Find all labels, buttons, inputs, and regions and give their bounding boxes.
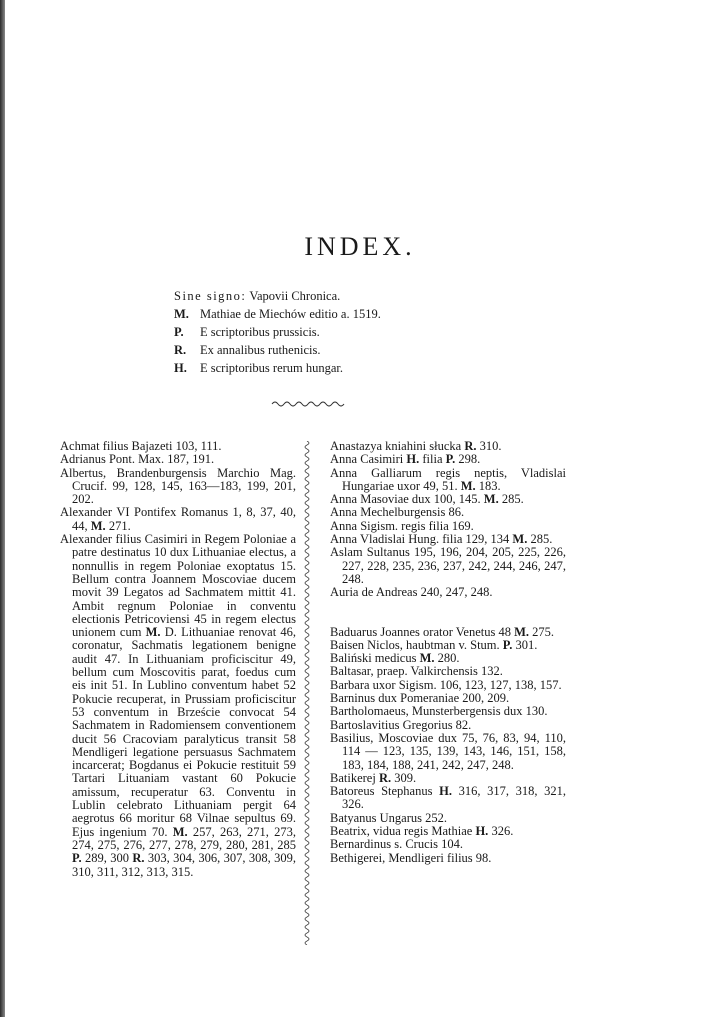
legend-row — [174, 323, 381, 341]
legend-text: E scriptoribus prussicis. — [200, 325, 320, 339]
index-entry: Bartoslavitius Gregorius 82. — [330, 717, 472, 732]
legend-text: E scriptoribus rerum hungar. — [200, 361, 344, 375]
legend-text: Ex annalibus ruthenicis. — [200, 343, 321, 357]
legend-sign: R. — [174, 343, 187, 357]
legend-text: Vapovii Chronica. — [249, 289, 341, 303]
signs-legend — [174, 287, 381, 377]
legend-sign: H. — [174, 361, 187, 375]
index-entry: Auria de Andreas 240, 247, 248. — [330, 585, 493, 600]
page-title: INDEX. — [304, 232, 416, 261]
legend-sign: M. — [174, 307, 189, 321]
index-entry: Batoreus Stephanus H. 316, 317, 318, 321, 326. — [330, 784, 566, 812]
index-entry: Bartholomaeus, Munsterbergensis dux 130. — [330, 704, 548, 719]
index-entry: Batyanus Ungarus 252. — [330, 810, 447, 825]
legend-text: Mathiae de Miechów editio a. 1519. — [200, 307, 381, 321]
index-column-left — [60, 440, 296, 879]
index-entry: Barninus dux Pomeraniae 200, 209. — [330, 691, 510, 706]
legend-row — [174, 287, 381, 305]
index-entry: Anna Vladislai Hung. filia 129, 134 M. 285. — [330, 532, 553, 547]
index-entry: Anna Sigism. regis filia 169. — [330, 518, 474, 533]
index-entry: Anna Galliarum regis neptis, Vladislai Hungariae uxor 49, 51. M. 183. — [330, 465, 566, 493]
scan-edge-shadow — [0, 0, 5, 1017]
index-entry: Basilius, Moscoviae dux 75, 76, 83, 94, 110, 114 — 123, 135, 139, 143, 146, 151, 158, 183, 184, 188, 241, 242, 247, 248. — [330, 730, 566, 772]
ornament-flourish — [270, 398, 346, 410]
index-entry: Bernardinus s. Crucis 104. — [330, 837, 463, 852]
index-entry: Anastazya kniahini słucka R. 310. — [330, 439, 502, 453]
index-entry: Bethigerei, Mendligeri filius 98. — [330, 850, 492, 865]
index-entry: Anna Masoviae dux 100, 145. M. 285. — [330, 492, 524, 507]
index-entry: Achmat filius Bajazeti 103, 111. — [60, 439, 222, 453]
index-entry: Alexander filius Casimiri in Regem Poloniae a patre destinatus 10 dux Lithuaniae electus, a nonnullis in regem Poloniae exoptatus 15. Bellum contra Joannem Moscoviae ducem movit 39 Legatos ad Sachmatem mittit 41. Ambit regnum Poloniae in conventu electionis Petricoviensi 45 in regem electus unionem cum M. D. Lithuaniae renovat 46, coronatur, Sachmatis legationem benigne audit 47. In Lithuaniam proficiscitur 49, bellum cum Moscovitis parat, foedus cum eis init 51. In Lublino conventum habet 52 Pokucie recuperat, in Prussiam proficiscitur 53 conventum in Brzeście convocat 54 Sachmatem in Radomiensem conventionem ducit 56 Cracoviam paralyticus transit 58 Mendligeri legatione persuasus Sachmatem incarcerat; Bogdanus ei Pokucie restituit 59 Tartari Lituaniam vastant 60 Pokucie amissum, recuperatur 63. Conventu in Lublin celebrato Lithuaniam pergit 64 aegrotus 66 moritur 68 Vilnae sepultus 69. Ejus ingenium 70. M. 257, 263, 271, 273, 274, 275, 276, 277, 278, 279, 280, 281, 285 P. 289, 300 R. 303, 304, 306, 307, 308, 309, 310, 311, 312, 313, 315. — [60, 532, 297, 879]
index-entry: Adrianus Pont. Max. 187, 191. — [60, 452, 215, 467]
index-entry: Baduarus Joannes orator Venetus 48 M. 275. — [330, 624, 555, 639]
index-entry: Aslam Sultanus 195, 196, 204, 205, 225, 226, 227, 228, 235, 236, 237, 242, 244, 246, 247, 248. — [330, 545, 566, 586]
index-entry: Alexander VI Pontifex Romanus 1, 8, 37, 40, 44, M. 271. — [60, 505, 296, 533]
legend-sign: P. — [174, 325, 184, 339]
legend-lead: Sine signo: — [174, 289, 247, 303]
index-group-a — [330, 440, 566, 600]
index-entry: Baliński medicus M. 280. — [330, 651, 460, 666]
index-group-b — [330, 626, 566, 865]
legend-row — [174, 359, 381, 377]
group-gap — [330, 600, 566, 626]
index-entry: Anna Casimiri H. filia P. 298. — [330, 452, 481, 467]
index-entry: Anna Mechelburgensis 86. — [330, 505, 465, 520]
index-entry: Baltasar, praep. Valkirchensis 132. — [330, 664, 503, 679]
index-entry: Batikerej R. 309. — [330, 770, 417, 785]
column-divider — [300, 441, 314, 945]
legend-row — [174, 305, 381, 323]
index-entry: Baisen Niclos, haubtman v. Stum. P. 301. — [330, 637, 538, 652]
index-entry: Albertus, Brandenburgensis Marchio Mag. Crucif. 99, 128, 145, 163—183, 199, 201, 202. — [60, 465, 296, 507]
index-entry: Beatrix, vidua regis Mathiae H. 326. — [330, 824, 514, 839]
index-column-right — [330, 440, 566, 865]
index-entry: Barbara uxor Sigism. 106, 123, 127, 138, 157. — [330, 677, 562, 692]
legend-row — [174, 341, 381, 359]
